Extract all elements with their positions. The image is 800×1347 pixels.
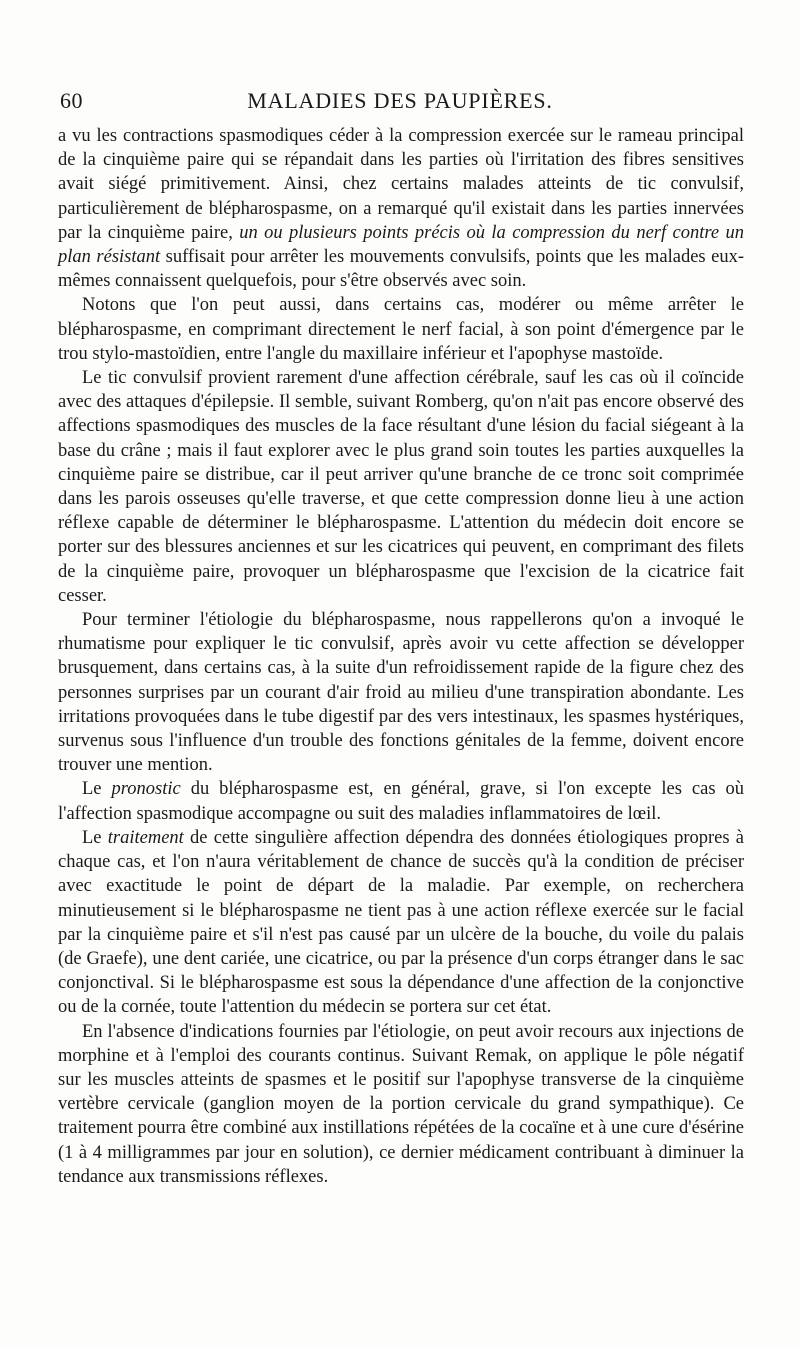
page-number: 60 [60,88,83,113]
page-header [58,88,742,118]
body-text [58,124,744,1189]
running-title: MALADIES DES PAUPIÈRES. [247,88,553,113]
paragraph-facial-nerve: Notons que l'on peut aussi, dans certains cas, modérer ou même arrêter le blépharospasme, en comprimant directement le nerf facial, à son point d'émergence par le trou stylo-mastoïdien, entre l'angle du maxillaire inférieur et l'apophyse mastoïde. [58,295,744,364]
paragraph-continuation: a vu les contractions spasmodiques céder à la compression exercée sur le rameau principal de la cinquième paire qui se répandait dans les parties où l'irritation des fibres sensitives avait siégé primitivement. Ainsi, chez certains malades atteints de tic convulsif, particulièrement de blépharospasme, on a remarqué qu'il existait dans les parties innervées par la cinquième paire, un ou plusieurs points précis où la compression du nerf contre un plan résistant suffisait pour arrêter les mouvements convulsifs, points que les malades eux-mêmes connaissent quelquefois, pour s'être observés avec soin. [58,126,745,292]
paragraph-traitement: Le traitement de cette singulière affection dépendra des données étiologiques propres à chaque cas, et l'on n'aura véritablement de chance de succès qu'à la condition de préciser avec exactitude le point de départ de la maladie. Par exemple, on recherchera minutieusement si le blépharospasme ne tient pas à une action réflexe exercée sur le facial par la cinquième paire et s'il n'est pas causé par un ulcère de la bouche, du voile du palais (de Graefe), une dent cariée, une cicatrice, ou par la présence d'un corps étranger dans le sac conjonctival. Si le blépharospasme est sous la dépendance d'une affection de la conjonctive ou de la cornée, toute l'attention du médecin se portera sur cet état. [58,827,744,1018]
paragraph-pronostic: Le pronostic du blépharospasme est, en général, grave, si l'on excepte les cas où l'affection spasmodique accompagne ou suit des maladies inflammatoires de lœil. [58,779,745,824]
paragraph-etiology: Pour terminer l'étiologie du blépharospasme, nous rappellerons qu'on a invoqué le rhumatisme pour expliquer le tic convulsif, après avoir vu cette affection se développer brusquement, dans certains cas, à la suite d'un refroidissement rapide de la figure chez des personnes surprises par un courant d'air froid au milieu d'une transpiration abondante. Les irritations provoquées dans le tube digestif par des vers intestinaux, les spasmes hystériques, survenus sous l'influence d'un trouble des fonctions génitales de la femme, doivent encore trouver une mention. [58,610,744,776]
paragraph-cerebral-cause: Le tic convulsif provient rarement d'une affection cérébrale, sauf les cas où il coïncide avec des attaques d'épilepsie. Il semble, suivant Romberg, qu'on n'ait pas encore observé des affections spasmodiques des muscles de la face résultant d'une lésion du facial siégeant à la base du crâne ; mais il faut explorer avec le plus grand soin toutes les parties auxquelles la cinquième paire se distribue, car il peut arriver qu'une branche de ce tronc soit comprimée dans les parois osseuses qu'elle traverse, et que cette compression donne lieu à une action réflexe capable de déterminer le blépharospasme. L'attention du médecin doit encore se porter sur des blessures anciennes et sur les cicatrices qui peuvent, en comprimant des filets de la cinquième paire, provoquer un blépharospasme que l'excision de la cicatrice fait cesser. [58,368,744,606]
emphasis-traitement: traitement [107,827,184,848]
emphasis-pronostic: pronostic [111,779,181,800]
paragraph-morphine: En l'absence d'indications fournies par l'étiologie, on peut avoir recours aux injections de morphine et à l'emploi des courants continus. Suivant Remak, on applique le pôle négatif sur les muscles atteints de spasmes et le positif sur l'apophyse transverse de la cinquième vertèbre cervicale (ganglion moyen de la portion cervicale du grand sympathique). Ce traitement pourra être combiné aux instillations répétées de la cocaïne et à une cure d'ésérine (1 à 4 milligrammes par jour en solution), ce dernier médicament contribuant à diminuer la tendance aux transmissions réflexes. [58,1021,744,1187]
emphasis-compression: un ou plusieurs points précis où la compression du nerf contre un plan résistant [58,222,745,268]
